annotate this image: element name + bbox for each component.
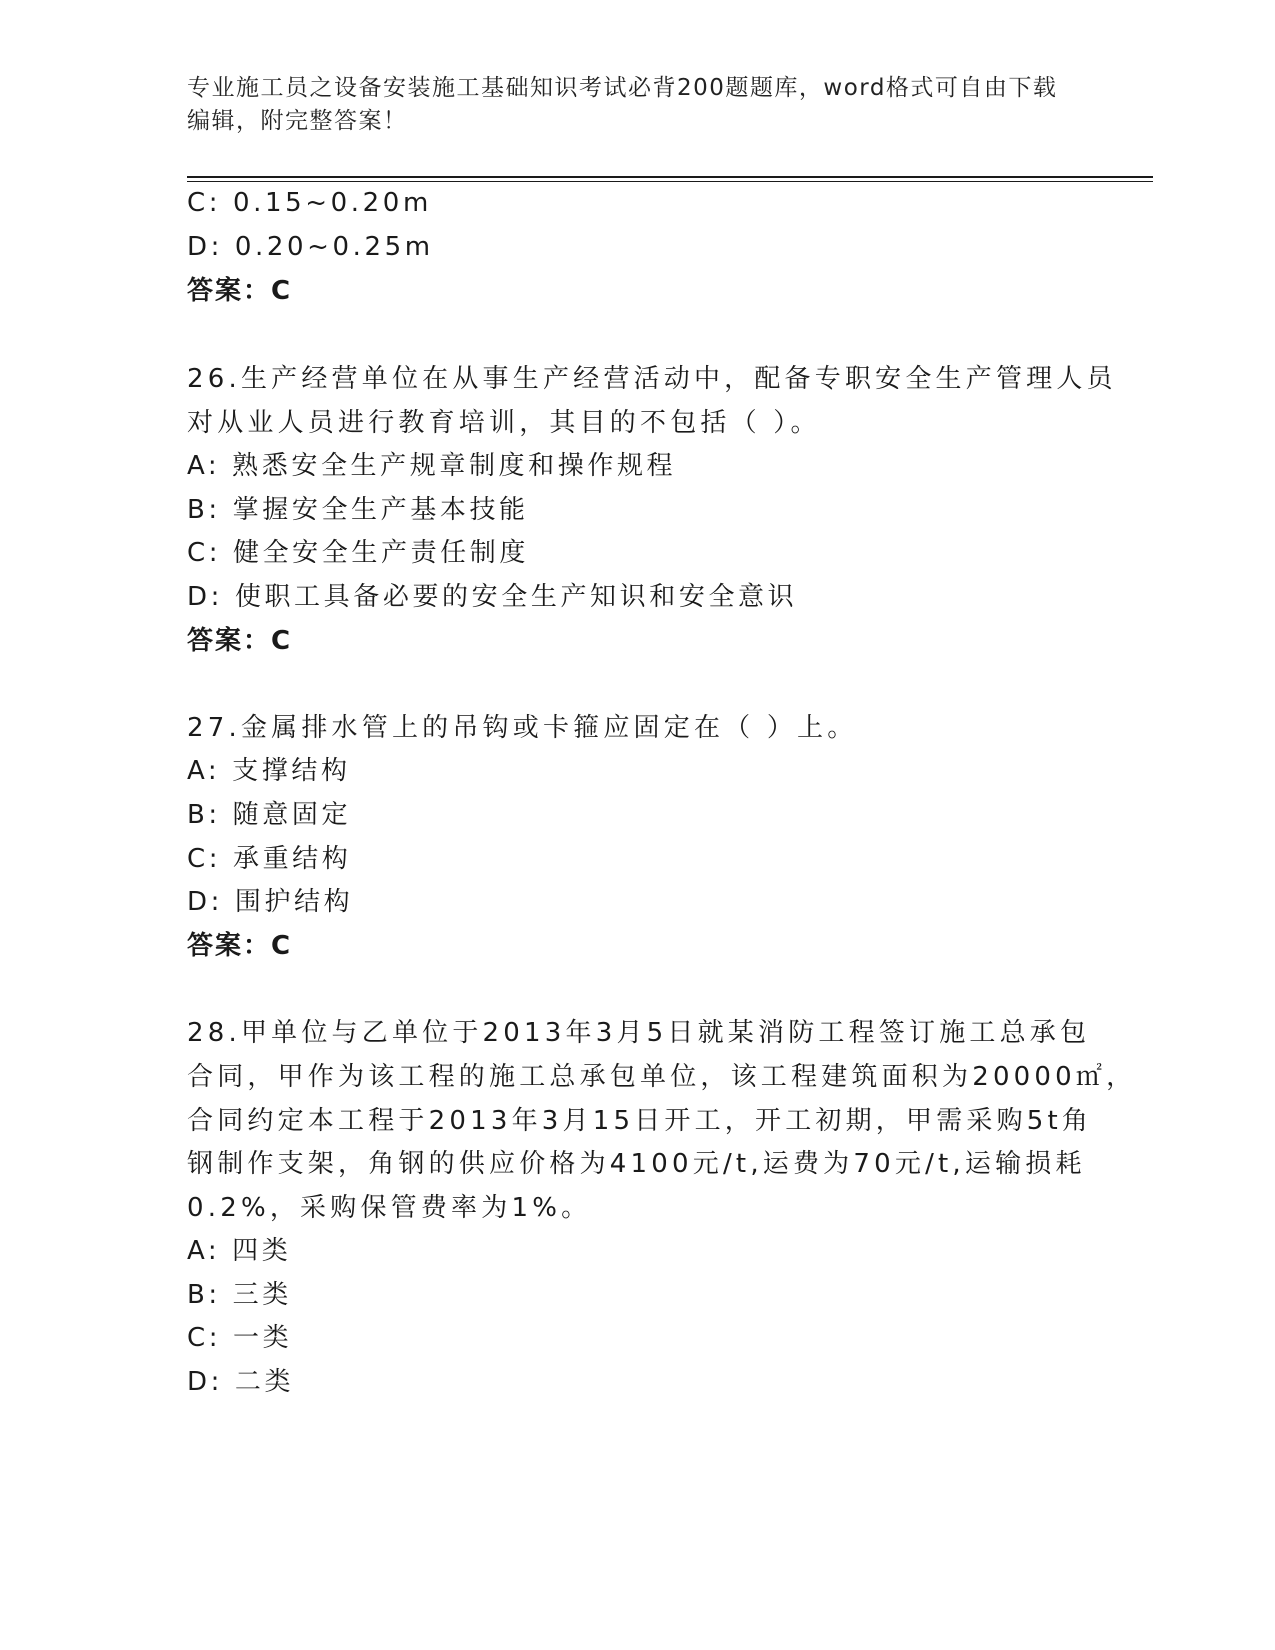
question-28-text-line-3: 合同约定本工程于2013年3月15日开工，开工初期，甲需采购5t角 (187, 1106, 1093, 1136)
question-27-option-c: C: 承重结构 (187, 844, 352, 874)
question-28-option-c: C: 一类 (187, 1323, 293, 1353)
question-28-option-a: A: 四类 (187, 1236, 292, 1266)
question-28-text-line-5: 0.2%，采购保管费率为1%。 (187, 1193, 592, 1223)
question-28-text-line-4: 钢制作支架，角钢的供应价格为4100元/t,运费为70元/t,运输损耗 (187, 1149, 1086, 1179)
header-divider-thick (187, 176, 1153, 178)
question-27-text-line-1: 27.金属排水管上的吊钩或卡箍应固定在（ ）上。 (187, 713, 858, 743)
question-26-text-line-1: 26.生产经营单位在从事生产经营活动中，配备专职安全生产管理人员 (187, 364, 1117, 394)
question-28-option-b: B: 三类 (187, 1280, 292, 1310)
header-title-line-1: 专业施工员之设备安装施工基础知识考试必背200题题库，word格式可自由下载 (187, 75, 1058, 101)
question-27-option-a: A: 支撑结构 (187, 756, 351, 786)
question-28-option-d: D: 二类 (187, 1367, 295, 1397)
question-28-text-line-2: 合同，甲作为该工程的施工总承包单位，该工程建筑面积为20000㎡， (187, 1062, 1137, 1092)
prev-option-d: D: 0.20~0.25m (187, 232, 434, 262)
header-title-line-2: 编辑，附完整答案！ (187, 108, 408, 134)
question-27-answer: 答案：C (187, 931, 293, 961)
question-26-option-c: C: 健全安全生产责任制度 (187, 538, 529, 568)
prev-answer: 答案：C (187, 276, 293, 306)
prev-option-c: C: 0.15~0.20m (187, 188, 432, 218)
question-28-text-line-1: 28.甲单位与乙单位于2013年3月5日就某消防工程签订施工总承包 (187, 1018, 1091, 1048)
question-26-option-b: B: 掌握安全生产基本技能 (187, 495, 529, 525)
document-header (187, 72, 1087, 138)
question-26-text-line-2: 对从业人员进行教育培训，其目的不包括（ ）。 (187, 408, 821, 438)
question-27-option-d: D: 围护结构 (187, 887, 354, 917)
question-26-option-d: D: 使职工具备必要的安全生产知识和安全意识 (187, 582, 798, 612)
header-divider-thin (187, 181, 1153, 182)
question-26-answer: 答案：C (187, 626, 293, 656)
question-27-option-b: B: 随意固定 (187, 800, 352, 830)
question-26-option-a: A: 熟悉安全生产规章制度和操作规程 (187, 451, 677, 481)
